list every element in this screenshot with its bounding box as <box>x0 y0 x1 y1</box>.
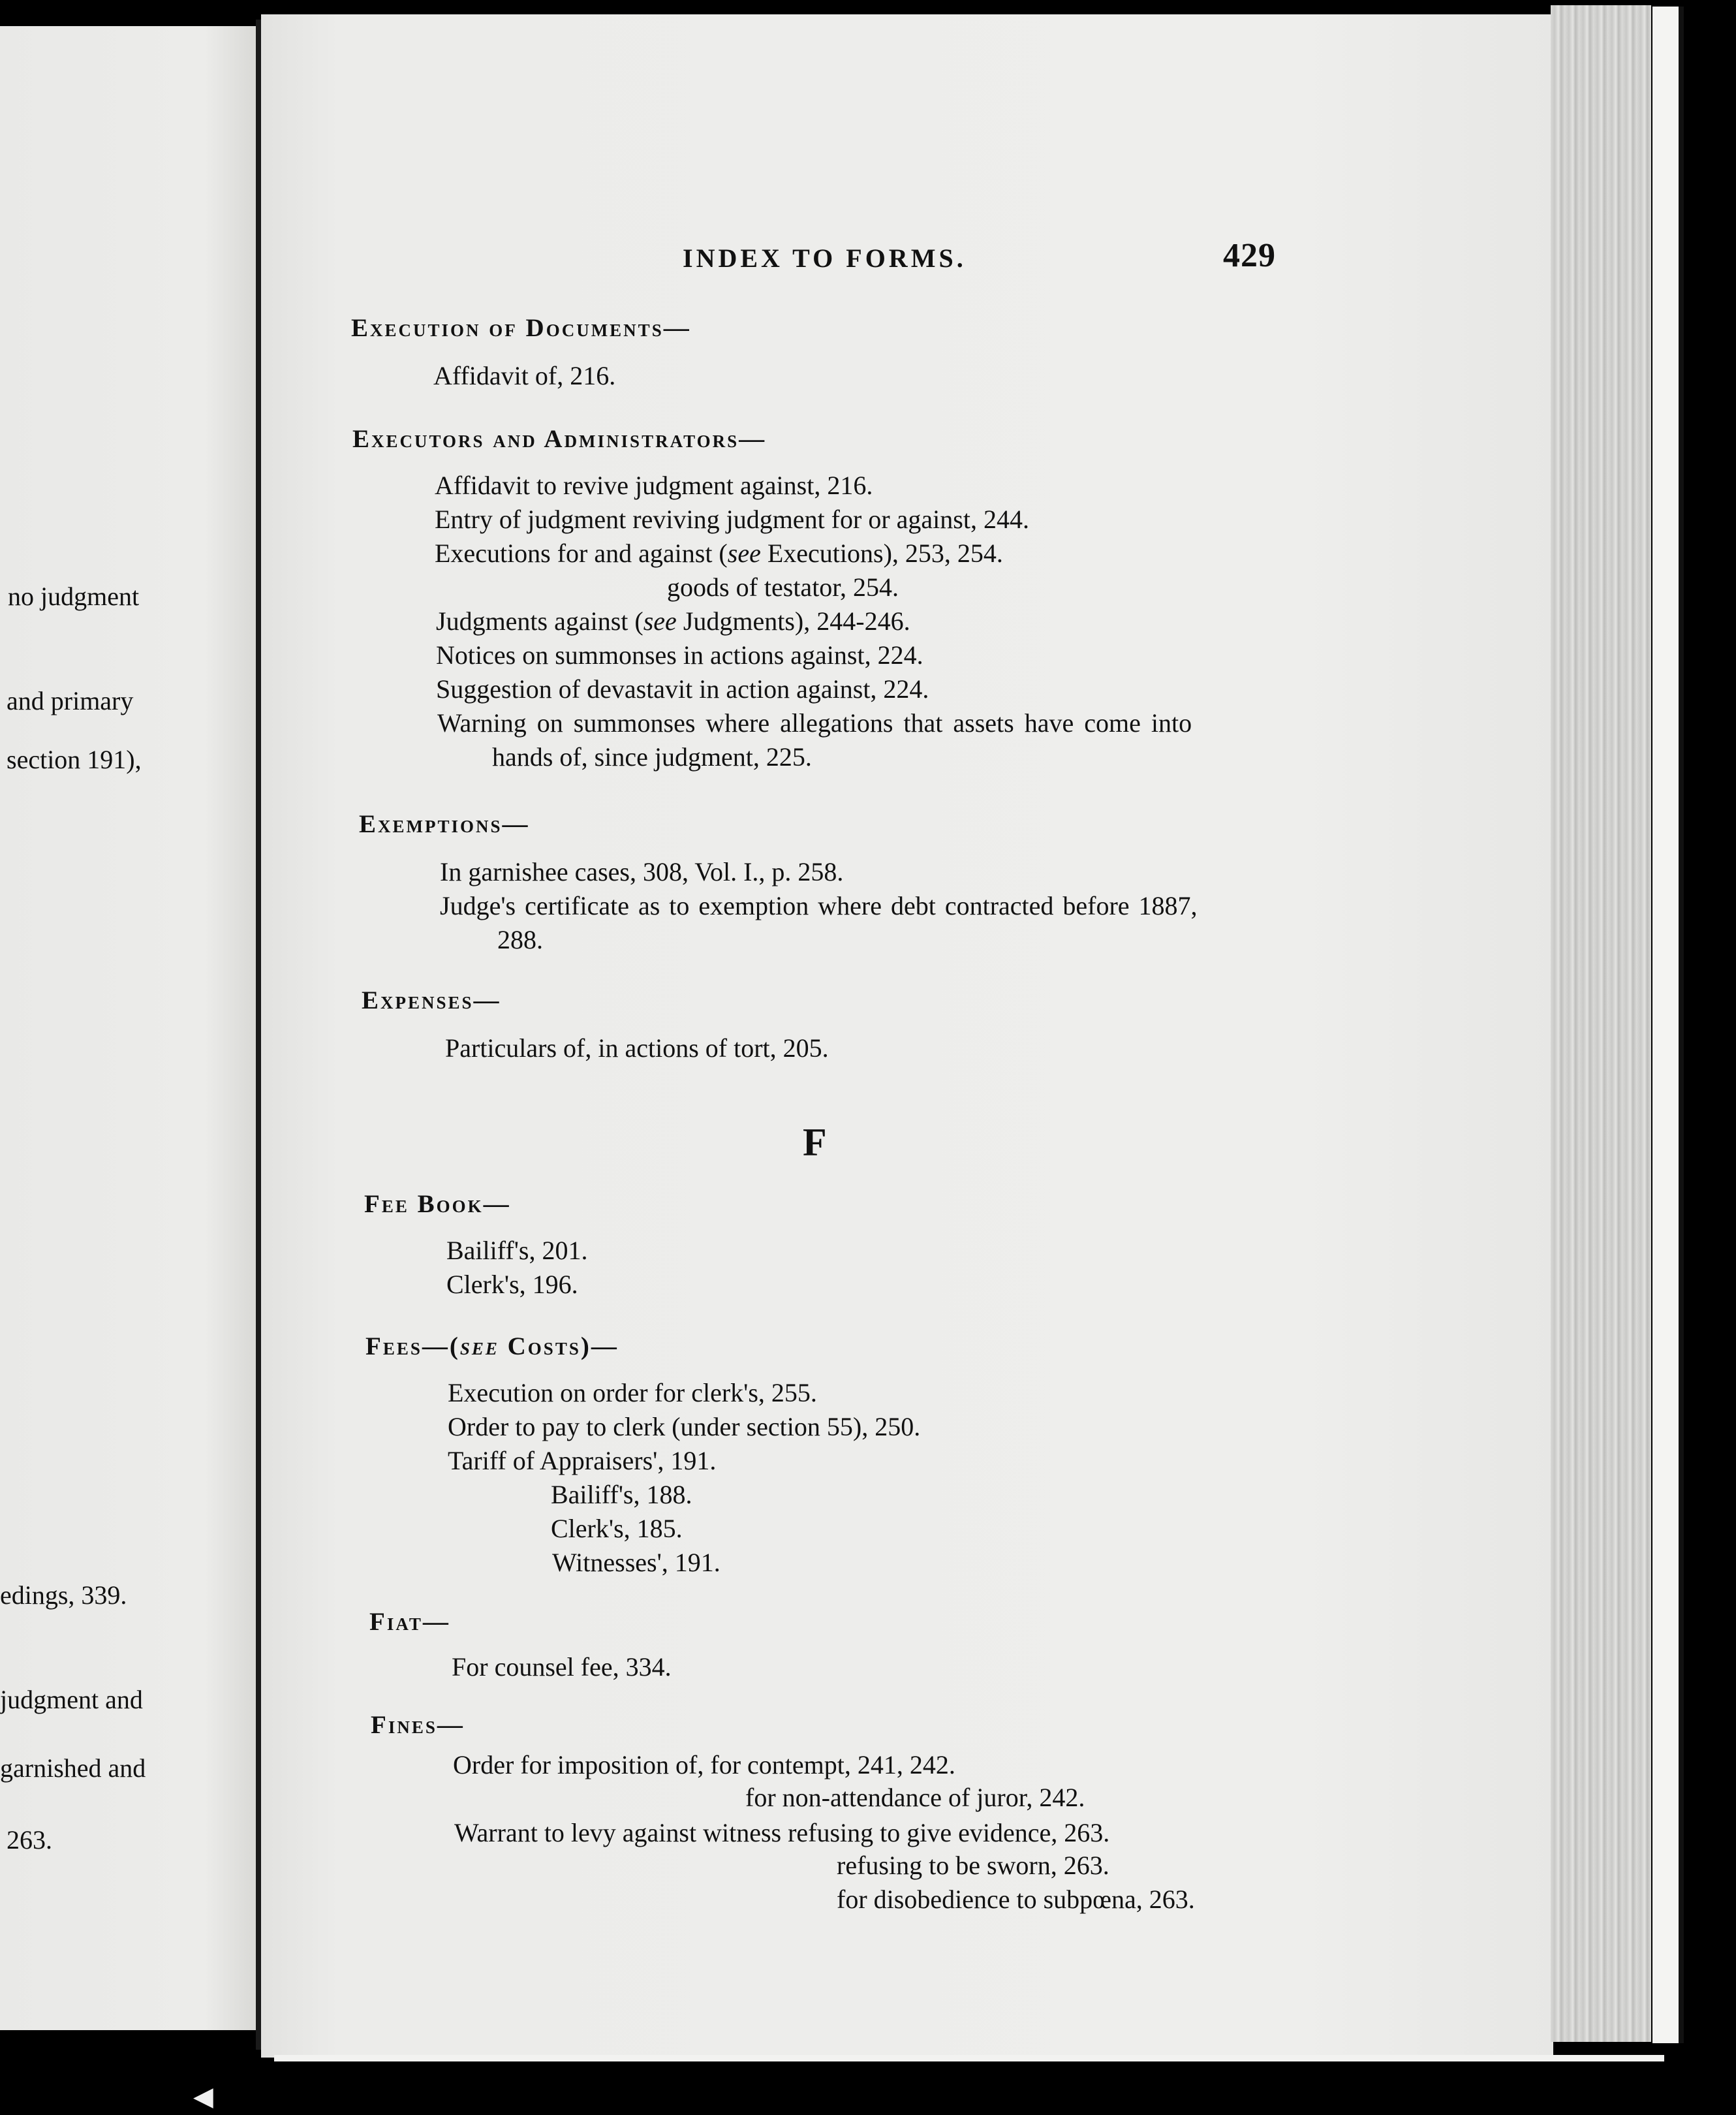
index-heading: Fiat— <box>369 1608 450 1636</box>
page-bottom-edge <box>274 2055 1664 2061</box>
left-page-line: section 191), <box>7 745 142 774</box>
index-entry: goods of testator, 254. <box>667 572 899 602</box>
book-gutter <box>256 20 261 2050</box>
index-page <box>261 14 1553 2058</box>
index-entry: In garnishee cases, 308, Vol. I., p. 258. <box>440 857 844 886</box>
index-entry: Notices on summonses in actions against, 224. <box>436 640 923 670</box>
index-entry: Executions for and against (see Executions), 253, 254. <box>435 539 1003 568</box>
index-entry: Entry of judgment reviving judgment for or against, 244. <box>435 505 1029 534</box>
index-entry: Judgments against (see Judgments), 244-246. <box>436 606 910 636</box>
index-entry: Warning on summonses where allegations that assets have come into <box>437 708 1192 738</box>
index-entry: refusing to be sworn, 263. <box>837 1851 1109 1880</box>
index-entry: Affidavit of, 216. <box>433 361 616 390</box>
index-entry: For counsel fee, 334. <box>452 1652 672 1682</box>
index-entry: Suggestion of devastavit in action against, 224. <box>436 674 929 704</box>
index-entry: Bailiff's, 201. <box>446 1236 588 1265</box>
index-heading: Fee Book— <box>364 1190 511 1218</box>
left-page-line: 263. <box>7 1825 52 1855</box>
index-heading: Expenses— <box>362 986 501 1014</box>
index-entry: for disobedience to subpœna, 263. <box>837 1885 1195 1914</box>
index-entry: Witnesses', 191. <box>552 1548 721 1577</box>
index-entry: Warrant to levy against witness refusing to give evidence, 263. <box>454 1818 1110 1847</box>
index-heading: Executors and Administrators— <box>352 425 767 453</box>
index-entry: Tariff of Appraisers', 191. <box>448 1446 717 1475</box>
index-entry: for non-attendance of juror, 242. <box>745 1783 1085 1812</box>
index-entry: Execution on order for clerk's, 255. <box>448 1378 817 1407</box>
index-heading: Exemptions— <box>359 810 530 838</box>
index-entry: Order to pay to clerk (under section 55), 250. <box>448 1412 921 1441</box>
index-heading: Fees—(see Costs)— <box>365 1332 619 1360</box>
previous-page-fragment <box>0 26 256 2030</box>
index-entry: Order for imposition of, for contempt, 241, 242. <box>453 1750 955 1779</box>
left-page-line: and primary <box>7 686 134 715</box>
book-edge-highlight <box>1652 7 1679 2043</box>
index-entry: Clerk's, 185. <box>551 1514 683 1543</box>
index-entry: Particulars of, in actions of tort, 205. <box>445 1033 829 1063</box>
index-entry: Affidavit to revive judgment against, 216. <box>435 471 873 500</box>
left-page-line: no judgment <box>8 582 140 611</box>
left-page-line: garnished and <box>0 1753 146 1783</box>
index-entry: Bailiff's, 188. <box>551 1480 692 1509</box>
index-heading: Execution of Documents— <box>351 314 691 342</box>
book-page-edges <box>1551 5 1651 2042</box>
index-entry: Clerk's, 196. <box>446 1270 578 1299</box>
page-number: 429 <box>1223 237 1276 274</box>
index-entry: hands of, since judgment, 225. <box>492 742 812 772</box>
index-entry: Judge's certificate as to exemption where debt contracted before 1887, <box>440 891 1198 920</box>
book-edge-shadow <box>1679 7 1684 2043</box>
index-entry: 288. <box>497 925 543 954</box>
section-letter: F <box>803 1121 827 1164</box>
index-heading: Fines— <box>371 1711 465 1739</box>
left-page-line: judgment and <box>0 1685 143 1714</box>
running-header: INDEX TO FORMS. <box>683 243 967 273</box>
left-page-line: edings, 339. <box>0 1580 127 1610</box>
scan-mark-icon: ◀ <box>193 2082 213 2111</box>
